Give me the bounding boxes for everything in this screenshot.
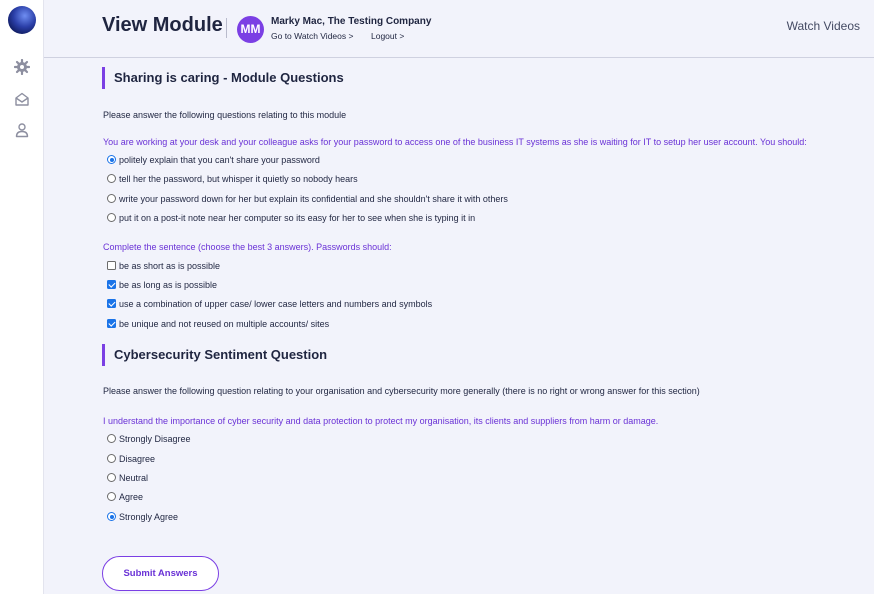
q1-option[interactable] — [107, 211, 475, 224]
q1-option[interactable] — [107, 192, 508, 205]
inbox-icon[interactable] — [14, 91, 30, 107]
radio-button[interactable] — [107, 155, 116, 164]
section-intro: Please answer the following question relating to your organisation and cybersecurity more generally (there is no right or wrong answer for this section) — [103, 386, 700, 396]
app-logo[interactable] — [8, 6, 36, 34]
section-heading-module-questions: Sharing is caring - Module Questions — [102, 67, 344, 89]
option-label: write your password down for her but explain its confidential and she shouldn't share it with others — [119, 193, 508, 204]
q1-option[interactable] — [107, 172, 358, 185]
sentiment-option[interactable] — [107, 510, 178, 523]
q2-option[interactable] — [107, 297, 432, 310]
section-heading-cybersecurity-sentiment: Cybersecurity Sentiment Question — [102, 344, 327, 366]
page-title: View Module — [102, 14, 223, 36]
page-header — [44, 0, 874, 58]
sentiment-option[interactable] — [107, 490, 143, 503]
sentiment-option[interactable] — [107, 432, 191, 445]
main-content — [44, 0, 874, 594]
q2-option[interactable] — [107, 259, 220, 272]
sidebar — [0, 0, 44, 594]
radio-button[interactable] — [107, 512, 116, 521]
go-to-watch-videos-link[interactable]: Go to Watch Videos > — [271, 31, 354, 41]
option-label: be unique and not reused on multiple accounts/ sites — [119, 318, 330, 329]
question-1-text: You are working at your desk and your colleague asks for your password to access one of the business IT systems as she is waiting for IT to setup her user account. You should: — [103, 137, 807, 147]
option-label: be as long as is possible — [119, 279, 218, 290]
title-divider — [226, 18, 227, 38]
user-name: Marky Mac, The Testing Company — [271, 16, 432, 27]
avatar[interactable]: MM — [237, 16, 264, 43]
radio-button[interactable] — [107, 454, 116, 463]
q1-option[interactable] — [107, 153, 320, 166]
option-label: Neutral — [119, 472, 149, 483]
checkbox[interactable] — [107, 280, 116, 289]
logout-link[interactable]: Logout > — [371, 31, 405, 41]
question-2-text: Complete the sentence (choose the best 3 answers). Passwords should: — [103, 242, 392, 252]
option-label: use a combination of upper case/ lower case letters and numbers and symbols — [119, 298, 433, 309]
option-label: politely explain that you can't share your password — [119, 154, 320, 165]
user-profile-icon[interactable] — [14, 122, 30, 138]
radio-button[interactable] — [107, 213, 116, 222]
checkbox[interactable] — [107, 261, 116, 270]
checkbox[interactable] — [107, 299, 116, 308]
q2-option[interactable] — [107, 278, 217, 291]
option-label: be as short as is possible — [119, 260, 221, 271]
sentiment-question-text: I understand the importance of cyber security and data protection to protect my organisation, its clients and suppliers from harm or damage. — [103, 416, 659, 426]
q2-option[interactable] — [107, 317, 329, 330]
checkbox[interactable] — [107, 319, 116, 328]
radio-button[interactable] — [107, 174, 116, 183]
option-label: Agree — [119, 491, 144, 502]
option-label: put it on a post-it note near her computer so its easy for her to see when she is typing it in — [119, 212, 476, 223]
sentiment-option[interactable] — [107, 471, 148, 484]
radio-button[interactable] — [107, 473, 116, 482]
radio-button[interactable] — [107, 194, 116, 203]
watch-videos-link[interactable]: Watch Videos — [786, 19, 860, 33]
submit-answers-button[interactable]: Submit Answers — [102, 556, 219, 591]
radio-button[interactable] — [107, 434, 116, 443]
option-label: Disagree — [119, 453, 156, 464]
sentiment-option[interactable] — [107, 452, 155, 465]
option-label: tell her the password, but whisper it quietly so nobody hears — [119, 173, 358, 184]
option-label: Strongly Agree — [119, 511, 179, 522]
option-label: Strongly Disagree — [119, 433, 191, 444]
radio-button[interactable] — [107, 492, 116, 501]
settings-gear-icon[interactable] — [14, 59, 30, 75]
section-intro: Please answer the following questions relating to this module — [103, 110, 347, 120]
